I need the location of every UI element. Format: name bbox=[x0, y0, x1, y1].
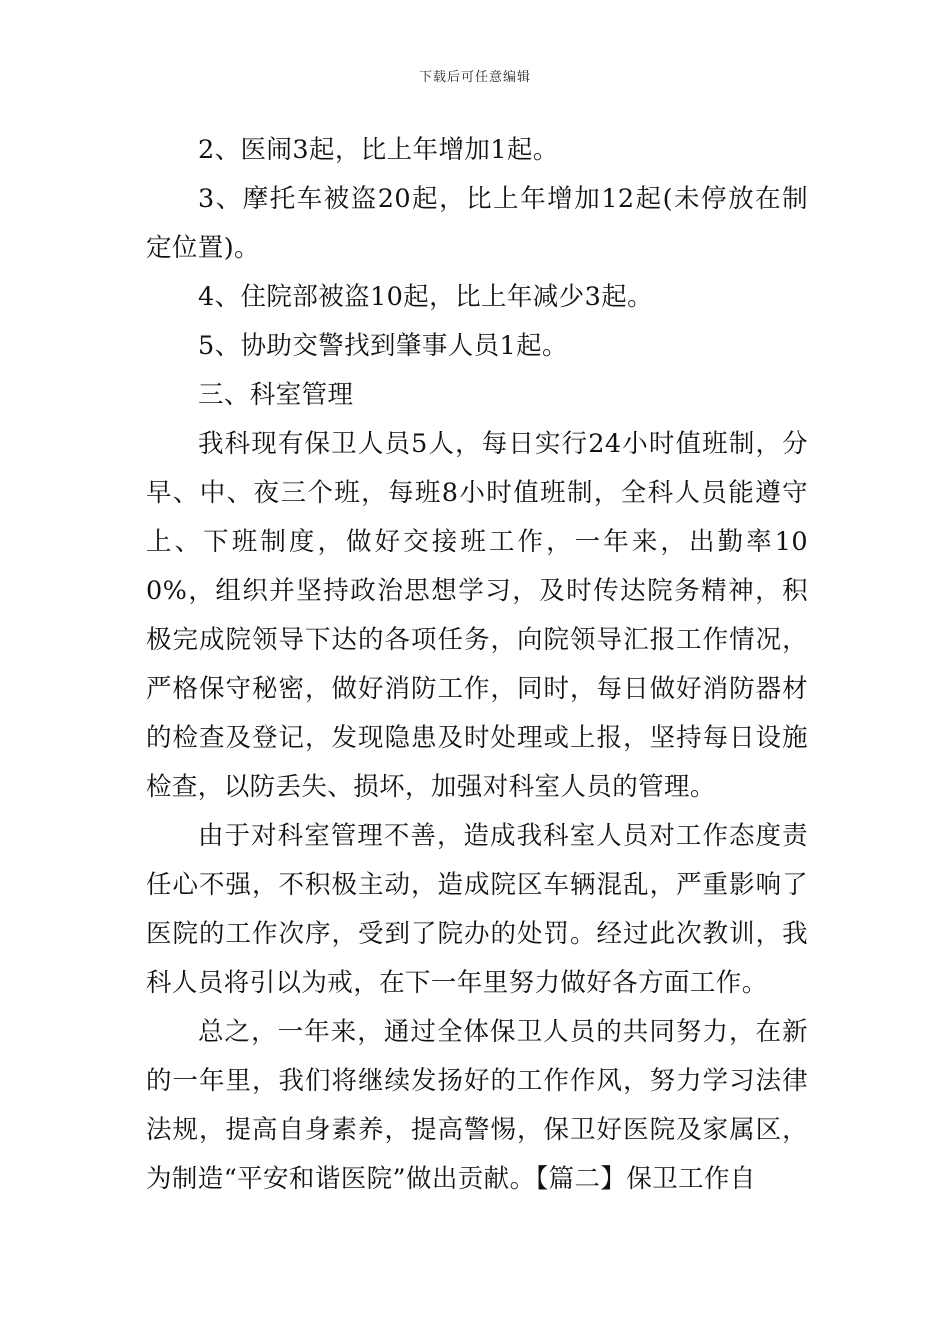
paragraph-item-5: 5、协助交警找到肇事人员1起。 bbox=[198, 331, 568, 361]
paragraph-shortcomings: 由于对科室管理不善，造成我科室人员对工作态度责任心不强，不积极主动，造成院区车辆混乱，严重影响了医院的工作次序，受到了院办的处罚。经过此次教训，我科人员将引以为戒，在下一年里努力做好各方面工作。 bbox=[146, 821, 808, 998]
header-note: 下载后可任意编辑 bbox=[418, 70, 531, 85]
document-body bbox=[146, 126, 808, 1204]
section-heading: 三、科室管理 bbox=[198, 380, 354, 410]
paragraph-staffing: 我科现有保卫人员5人，每日实行24小时值班制，分早、中、夜三个班，每班8小时值班制，全科人员能遵守上、下班制度，做好交接班工作，一年来，出勤率100%，组织并坚持政治思想学习，及时传达院务精神，积极完成院领导下达的各项任务，向院领导汇报工作情况，严格保守秘密，做好消防工作，同时，每日做好消防器材的检查及登记，发现隐患及时处理或上报，坚持每日设施检查，以防丢失、损坏，加强对科室人员的管理。 bbox=[146, 429, 808, 802]
paragraph-conclusion: 总之，一年来，通过全体保卫人员的共同努力，在新的一年里，我们将继续发扬好的工作作风，努力学习法律法规，提高自身素养，提高警惕，保卫好医院及家属区，为制造“平安和谐医院”做出贡献。【篇二】保卫工作自 bbox=[146, 1017, 808, 1194]
paragraph-item-4: 4、住院部被盗10起，比上年减少3起。 bbox=[198, 282, 653, 312]
paragraph-item-3: 3、摩托车被盗20起，比上年增加12起(未停放在制定位置)。 bbox=[146, 184, 808, 263]
paragraph-item-2: 2、医闹3起，比上年增加1起。 bbox=[198, 135, 559, 165]
